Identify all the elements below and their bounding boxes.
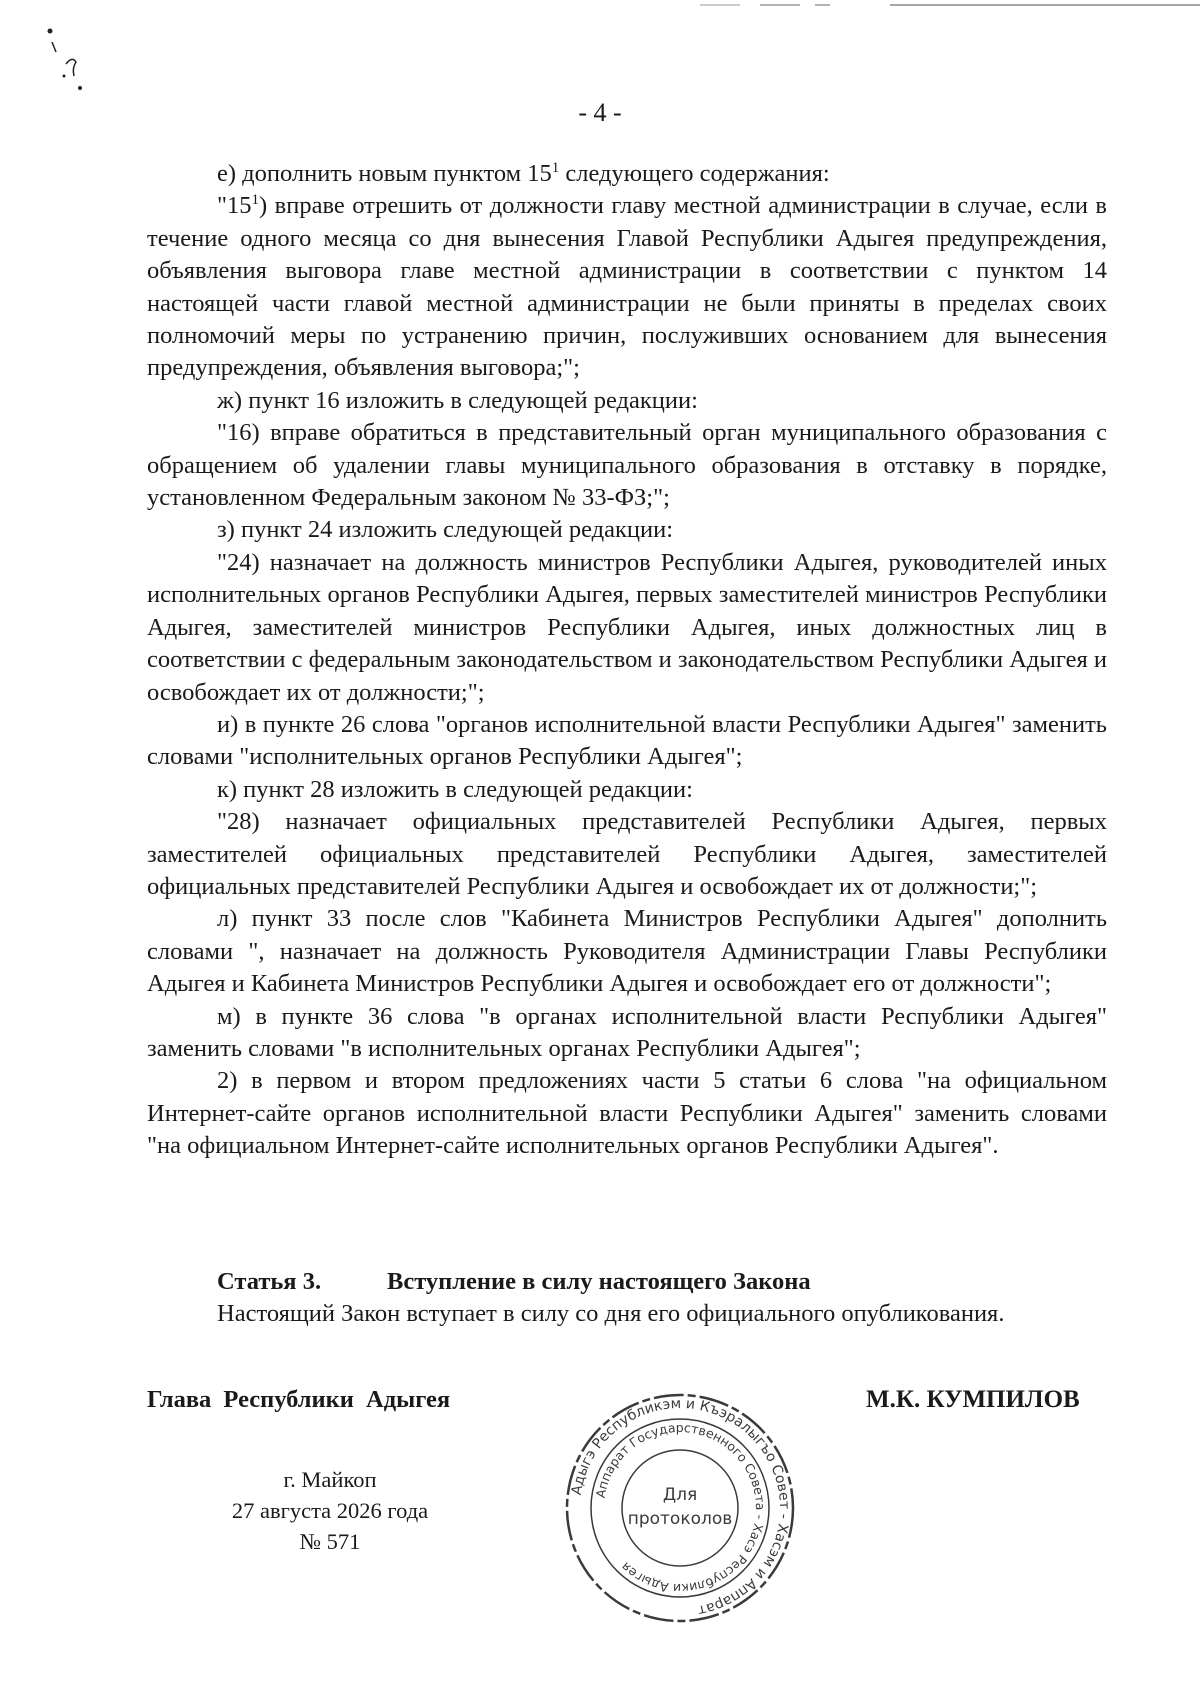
paragraph xyxy=(147,158,1107,190)
paragraph-text: "16) вправе обратиться в представительный орган муниципального образования с обращением об удалении главы муниципального образования в отставку в порядке, установленном Федеральным законом № 33-ФЗ;"; xyxy=(147,419,1107,512)
paragraph xyxy=(147,709,1107,774)
signer-title: Глава Республики Адыгея xyxy=(147,1386,451,1413)
paragraph xyxy=(147,547,1107,709)
article-title: Вступление в силу настоящего Закона xyxy=(387,1268,811,1295)
article-heading xyxy=(217,1266,1117,1298)
seal-outer-text: Адыгэ Республикэм и Къэралыгъо Совет - Хасэм и Аппарат xyxy=(568,1395,793,1619)
paragraph-text: к) пункт 28 изложить в следующей редакции: xyxy=(217,775,693,803)
paragraph xyxy=(147,1001,1107,1066)
article-text: Настоящий Закон вступает в силу со дня его официального опубликования. xyxy=(217,1300,1005,1327)
paragraph-text: "24) назначает на должность министров Республики Адыгея, руководителей иных исполнительных органов Республики Адыгея, первых заместителей министров Республики Адыгея, заместителей министров Республики Адыгея, иных должностных лиц в соответствии с федеральным законодательством и законодательством Республики Адыгея и освобождает их от должности;"; xyxy=(147,548,1107,706)
paragraph-text: м) в пункте 36 слова "в органах исполнительной власти Республики Адыгея" заменить словами "в исполнительных органах Республики Адыгея"; xyxy=(147,1002,1107,1062)
paragraph xyxy=(147,903,1107,1000)
seal-inner-text: Аппарат Государственного Совета - Хасэ Республики Адыгея xyxy=(592,1419,769,1597)
superscript: 1 xyxy=(551,159,560,176)
law-number: № 571 xyxy=(299,1529,361,1554)
paragraph-text: и) в пункте 26 слова "органов исполнительной власти Республики Адыгея" заменить словами "исполнительных органов Республики Адыгея"; xyxy=(147,710,1107,771)
paragraph xyxy=(147,774,1107,806)
article-3 xyxy=(217,1266,1117,1330)
paragraph-text: ж) пункт 16 изложить в следующей редакции: xyxy=(217,386,698,414)
page-number: - 4 - xyxy=(578,98,622,127)
paragraph-text: з) пункт 24 изложить следующей редакции: xyxy=(217,516,674,544)
paragraph-text: ) вправе отрешить от должности главу местной администрации в случае, если в течение одного месяца со дня вынесения Главой Республики Адыгея предупреждения, объявления выговора главе местной администрации в соответствии с пунктом 14 настоящей части главой местной администрации не были приняты в пределах своих полномочий меры по устранению причин, послуживших основанием для вынесения предупреждения, объявления выговора;"; xyxy=(147,192,1107,382)
paragraph-text: е) дополнить новым пунктом 15 xyxy=(217,160,552,187)
paragraph-text: следующего содержания: xyxy=(559,160,830,187)
paragraph xyxy=(147,514,1107,546)
official-seal xyxy=(560,1388,800,1628)
paragraph xyxy=(147,190,1107,384)
superscript: 1 xyxy=(251,192,260,209)
paragraph-text: л) пункт 33 после слов "Кабинета Министров Республики Адыгея" дополнить словами ", назначает на должность Руководителя Администрации Главы Республики Адыгея и Кабинета Министров Республики Адыгея и освобождает его от должности"; xyxy=(147,905,1107,998)
seal-center-line1: Для xyxy=(662,1485,698,1505)
signer-name: М.К. КУМПИЛОВ xyxy=(866,1386,1080,1413)
paragraph-text: "28) назначает официальных представителей Республики Адыгея, первых заместителей официальных представителей Республики Адыгея, заместителей официальных представителей Республики Адыгея и освобождает их от должности;"; xyxy=(147,808,1107,900)
paragraph xyxy=(147,417,1107,514)
document-body xyxy=(147,158,1107,1163)
paragraph xyxy=(147,385,1107,417)
paragraph-text: 2) в первом и втором предложениях части 5 статьи 6 слова "на официальном Интернет-сайте органов исполнительной власти Республики Адыгея" заменить словами "на официальном Интернет-сайте исполнительных органов Республики Адыгея". xyxy=(147,1067,1107,1160)
article-number: Статья 3. xyxy=(217,1268,322,1295)
seal-center-line2: протоколов xyxy=(627,1509,733,1529)
paragraph xyxy=(147,806,1107,903)
scan-corner-marks xyxy=(30,18,100,108)
paragraph xyxy=(147,1065,1107,1162)
date: 27 августа 2026 года xyxy=(231,1498,429,1523)
scan-edge-marks xyxy=(0,0,1200,12)
place-date-block xyxy=(200,1464,460,1557)
city: г. Майкоп xyxy=(283,1467,377,1492)
paragraph-text: "15 xyxy=(217,192,252,220)
